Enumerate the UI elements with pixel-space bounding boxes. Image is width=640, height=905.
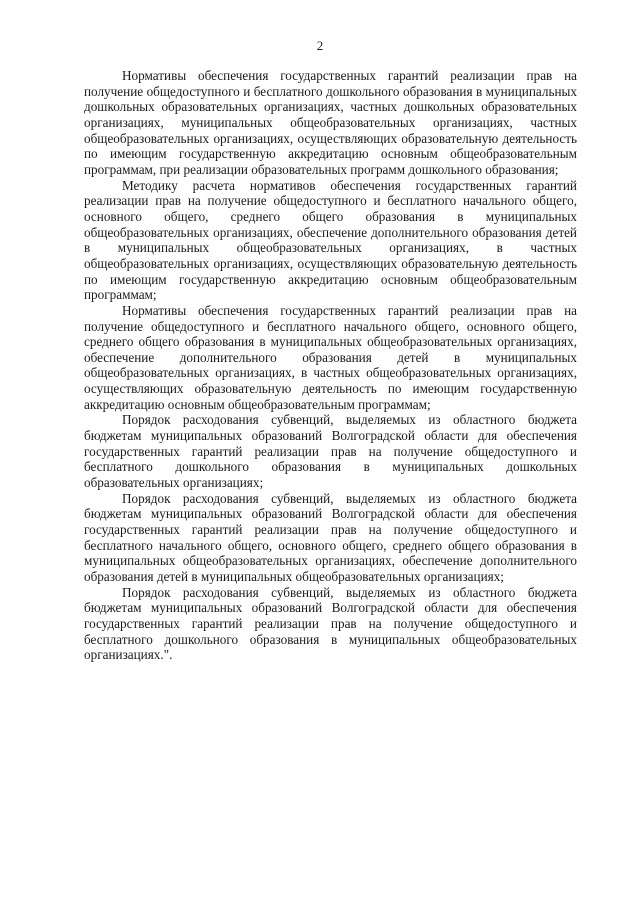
paragraph: Нормативы обеспечения государственных гарантий реализации прав на получение общедоступного и бесплатного начального общего, основного общего, среднего общего образования в муниципальных общеобразовательных организациях, обеспечение дополнительного образования детей в муниципальных общеобразовательных организациях, в частных общеобразовательных организациях, осуществляющих образовательную деятельность по имеющим государственную аккредитацию основным общеобразовательным программам; — [84, 302, 577, 412]
paragraph: Методику расчета нормативов обеспечения государственных гарантий реализации прав на получение общедоступного и бесплатного начального общего, основного общего, среднего общего образования в муниципальных общеобразовательных организациях, обеспечение дополнительного образования детей в муниципальных общеобразовательных организациях, в частных общеобразовательных организациях, осуществляющих образовательную деятельность по имеющим государственную аккредитацию основным общеобразовательным программам; — [84, 177, 577, 303]
paragraph: Порядок расходования субвенций, выделяемых из областного бюджета бюджетам муниципальных образований Волгоградской области для обеспечения государственных гарантий реализации прав на получение общедоступного и бесплатного дошкольного образования в муниципальных общеобразовательных организациях.". — [84, 584, 577, 663]
document-body — [84, 68, 577, 663]
paragraph: Нормативы обеспечения государственных гарантий реализации прав на получение общедоступного и бесплатного дошкольного образования в муниципальных дошкольных образовательных организациях, частных дошкольных образовательных организациях, муниципальных общеобразовательных организациях, частных общеобразовательных организациях, осуществляющих образовательную деятельность по имеющим государственную аккредитацию основным общеобразовательным программам, при реализации образовательных программ дошкольного образования; — [84, 68, 577, 177]
page-number: 2 — [316, 38, 324, 53]
paragraph: Порядок расходования субвенций, выделяемых из областного бюджета бюджетам муниципальных образований Волгоградской области для обеспечения государственных гарантий реализации прав на получение общедоступного и бесплатного дошкольного образования в муниципальных дошкольных образовательных организациях; — [84, 412, 577, 491]
paragraph: Порядок расходования субвенций, выделяемых из областного бюджета бюджетам муниципальных образований Волгоградской области для обеспечения государственных гарантий реализации прав на получение общедоступного и бесплатного начального общего, основного общего, среднего общего образования в муниципальных общеобразовательных организациях, обеспечение дополнительного образования детей в муниципальных общеобразовательных организациях; — [84, 490, 577, 584]
